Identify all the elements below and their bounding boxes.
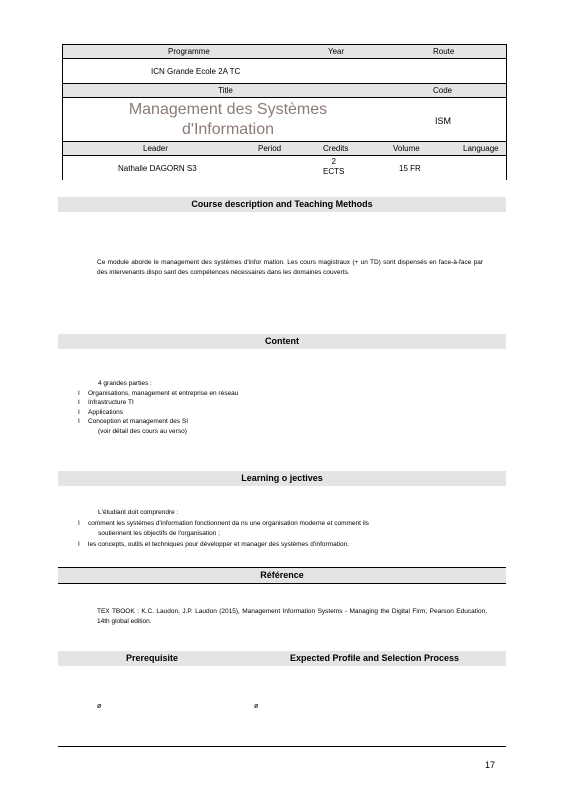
programme-header: Programme [168,47,210,56]
code-header: Code [433,86,453,95]
content-line: I Organisations, management et entreprise en réseau [78,389,239,397]
header-row-2 [63,84,506,97]
objectives-line: I les concepts, outils et techniques pour développer et manager des systèmes d'information. [78,540,350,548]
leader-header: Leader [143,144,168,153]
content-line: I Conception et management des SI [78,418,189,425]
profile-value: ø [254,703,259,710]
objectives-line: I comment les systèmes d'information fonctionnent da ns une organisation moderne et comment ils [78,519,369,527]
volume-header: Volume [393,144,420,153]
course-title: Management des Systèmes d'Information [128,101,328,138]
prereq-heading: Prerequisite [126,653,179,663]
content-heading: Content [58,334,506,349]
reference-text: TEX TBOOK : K.C. Laudon, J.P. Laudon (2015), Management Information Systems - Managing the Digital Firm, Pearson Education, 14th global edition. [97,608,487,625]
year-header: Year [328,47,345,56]
description-heading: Course description and Teaching Methods [58,197,506,212]
programme-value: ICN Grande Ecole 2A TC [151,67,241,76]
prereq-band [58,651,506,666]
route-header: Route [433,47,455,56]
description-text: Ce module aborde le management des systèmes d'infor mation. Les cours magistraux (+ un TD) sont dispensés en face-à-face par des intervenants dispo sant des compétences nécessaires dans les domaines couverts. [97,259,483,276]
content-list [78,379,239,436]
title-header: Title [218,86,233,95]
period-header: Period [258,144,282,153]
objectives-line: soutiennent les objectifs de l'organisation ; [98,530,220,537]
reference-heading: Référence [58,567,506,583]
prereq-value: ø [97,703,102,710]
credits-header: Credits [323,144,349,153]
header-row-3 [63,142,506,155]
objectives-heading: Learning o jectives [58,471,506,486]
header-row-1 [63,45,506,58]
content-line: I Applications [78,408,124,416]
leader-value: Nathalie DAGORN S3 [118,164,197,173]
language-header: Language [463,144,499,153]
course-header-table [62,44,507,180]
content-line: (voir détail des cours au verso) [98,427,187,435]
profile-heading: Expected Profile and Selection Process [290,653,460,663]
volume-language-value: 15 FR [399,164,421,173]
course-code: ISM [435,116,452,126]
page-number: 17 [484,760,495,770]
footer-rule [58,746,506,747]
objectives-line: L'étudiant doit comprendre : [98,509,179,516]
credits-value: 2 ECTS [323,157,345,176]
content-line: 4 grandes parties : [98,380,152,387]
content-line: I Infrastructure TI [78,399,134,406]
objectives-list [78,508,369,550]
